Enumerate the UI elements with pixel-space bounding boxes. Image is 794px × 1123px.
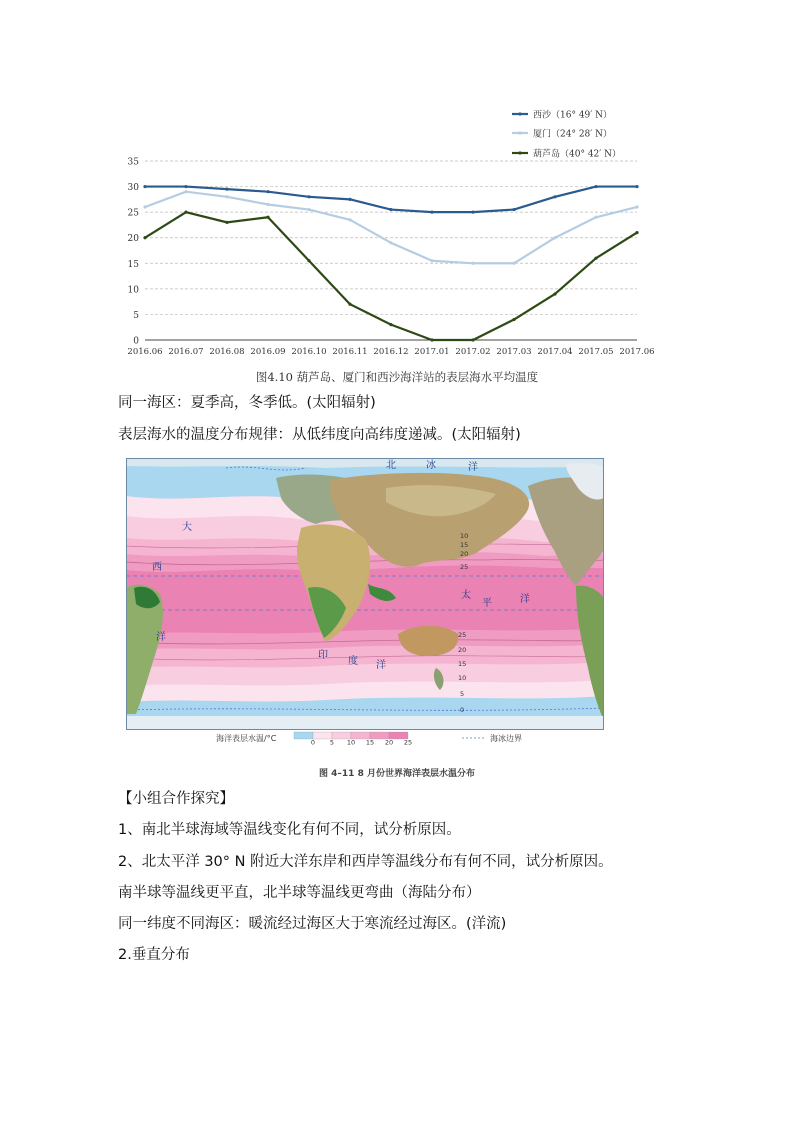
svg-text:15: 15 bbox=[458, 660, 467, 668]
svg-text:0: 0 bbox=[460, 706, 465, 714]
legend-value-label: 25 bbox=[403, 738, 413, 745]
x-tick-label: 2017.01 bbox=[414, 347, 450, 357]
legend-marker-1 bbox=[518, 131, 521, 134]
y-tick-label: 30 bbox=[127, 183, 139, 194]
data-point-s1 bbox=[635, 205, 638, 208]
x-tick-labels bbox=[127, 347, 654, 357]
data-point-s0 bbox=[553, 195, 556, 198]
data-point-s2 bbox=[225, 221, 228, 224]
data-point-s1 bbox=[389, 241, 392, 244]
paragraph-latitude-rule: 表层海水的温度分布规律：从低纬度向高纬度递减。(太阳辐射) bbox=[118, 427, 521, 443]
series-line-1 bbox=[145, 192, 637, 264]
data-point-s2 bbox=[594, 257, 597, 260]
section-heading-group-work: 【小组合作探究】 bbox=[118, 791, 234, 807]
map-label-yang-3: 洋 bbox=[376, 660, 386, 671]
x-tick-label: 2016.08 bbox=[209, 347, 245, 357]
map-label-xi: 西 bbox=[152, 562, 162, 573]
data-point-s1 bbox=[430, 259, 433, 262]
x-tick-label: 2017.06 bbox=[619, 347, 655, 357]
data-point-s2 bbox=[307, 259, 310, 262]
answer-2: 同一纬度不同海区：暖流经过海区大于寒流经过海区。(洋流) bbox=[118, 916, 507, 932]
legend-value-label: 15 bbox=[365, 738, 375, 745]
x-tick-label: 2016.11 bbox=[332, 347, 368, 357]
x-tick-label: 2017.03 bbox=[496, 347, 532, 357]
series-line-2 bbox=[145, 212, 637, 340]
data-point-s0 bbox=[184, 185, 187, 188]
map-label-ping: 平 bbox=[482, 598, 492, 609]
data-point-s1 bbox=[266, 203, 269, 206]
data-point-s0 bbox=[225, 188, 228, 191]
figure-4-10-caption: 图4.10 葫芦岛、厦门和西沙海洋站的表层海水平均温度 bbox=[255, 370, 539, 384]
svg-text:20: 20 bbox=[458, 646, 467, 654]
x-tick-label: 2016.10 bbox=[291, 347, 327, 357]
data-point-s1 bbox=[184, 190, 187, 193]
x-tick-label: 2017.02 bbox=[455, 347, 491, 357]
map-label-yang-1: 洋 bbox=[156, 632, 166, 643]
data-point-s0 bbox=[635, 185, 638, 188]
legend-value-label: 10 bbox=[346, 738, 356, 745]
answer-1: 南半球等温线更平直，北半球等温线更弯曲（海陆分布） bbox=[118, 885, 481, 901]
legend-marker-0 bbox=[518, 112, 521, 115]
y-tick-label: 25 bbox=[127, 208, 139, 219]
legend-value-label: 0 bbox=[310, 738, 316, 745]
svg-text:25: 25 bbox=[460, 563, 469, 571]
data-point-s1 bbox=[471, 262, 474, 265]
data-point-s1 bbox=[512, 262, 515, 265]
section-heading-vertical: 2.垂直分布 bbox=[118, 947, 190, 963]
data-point-s0 bbox=[430, 211, 433, 214]
map-label-bei: 北 bbox=[386, 460, 396, 471]
data-point-s0 bbox=[594, 185, 597, 188]
data-point-s2 bbox=[430, 338, 433, 341]
data-point-s2 bbox=[143, 236, 146, 239]
legend-label-0: 西沙（16° 49′ N） bbox=[533, 110, 613, 121]
data-point-s1 bbox=[307, 208, 310, 211]
data-point-s2 bbox=[471, 338, 474, 341]
data-point-s2 bbox=[389, 323, 392, 326]
svg-text:20: 20 bbox=[460, 550, 469, 558]
x-tick-label: 2017.05 bbox=[578, 347, 614, 357]
paragraph-seasonal: 同一海区：夏季高，冬季低。(太阳辐射) bbox=[118, 395, 376, 411]
data-point-s2 bbox=[635, 231, 638, 234]
y-tick-label: 20 bbox=[127, 234, 139, 245]
y-tick-labels bbox=[128, 158, 140, 347]
legend-swatches bbox=[294, 732, 412, 745]
data-point-s2 bbox=[266, 216, 269, 219]
figure-4-11-caption: 图 4–11 8 月份世界海洋表层水温分布 bbox=[319, 769, 475, 779]
y-tick-label: 15 bbox=[127, 259, 139, 270]
legend-label-2: 葫芦岛（40° 42′ N） bbox=[533, 149, 622, 160]
y-tick-label: 35 bbox=[127, 157, 139, 168]
data-point-s0 bbox=[266, 190, 269, 193]
data-point-s1 bbox=[225, 195, 228, 198]
question-2: 2、北太平洋 30° N 附近大洋东岸和西岸等温线分布有何不同，试分析原因。 bbox=[118, 854, 613, 870]
data-point-s0 bbox=[471, 211, 474, 214]
sea-temperature-line-chart bbox=[110, 95, 670, 395]
chart-legend bbox=[512, 109, 621, 160]
legend-marker-2 bbox=[518, 151, 521, 154]
legend-sea-ice: 海冰边界 bbox=[490, 734, 522, 743]
data-point-s1 bbox=[143, 205, 146, 208]
x-tick-label: 2016.07 bbox=[168, 347, 204, 357]
svg-text:10: 10 bbox=[460, 532, 469, 540]
x-tick-label: 2017.04 bbox=[537, 347, 573, 357]
data-point-s0 bbox=[307, 195, 310, 198]
map-label-da-1: 大 bbox=[182, 522, 192, 533]
map-label-bing: 冰 bbox=[426, 460, 436, 471]
data-point-s0 bbox=[143, 185, 146, 188]
legend-title: 海洋表层水温/°C bbox=[216, 734, 277, 743]
data-point-s2 bbox=[512, 318, 515, 321]
data-point-s2 bbox=[348, 303, 351, 306]
legend-value-label: 5 bbox=[329, 738, 335, 745]
y-tick-label: 0 bbox=[133, 336, 139, 347]
y-tick-label: 10 bbox=[127, 285, 139, 296]
x-tick-label: 2016.09 bbox=[250, 347, 286, 357]
data-point-s1 bbox=[348, 218, 351, 221]
map-label-tai: 太 bbox=[461, 590, 471, 601]
question-1: 1、南北半球海域等温线变化有何不同，试分析原因。 bbox=[118, 822, 461, 838]
legend-value-label: 20 bbox=[384, 738, 394, 745]
y-tick-label: 5 bbox=[133, 310, 139, 321]
data-point-s2 bbox=[553, 292, 556, 295]
data-point-s0 bbox=[348, 198, 351, 201]
map-color-legend bbox=[216, 731, 556, 745]
svg-text:25: 25 bbox=[458, 631, 467, 639]
svg-text:15: 15 bbox=[460, 541, 469, 549]
data-point-s1 bbox=[553, 236, 556, 239]
data-point-s1 bbox=[594, 216, 597, 219]
map-label-du: 度 bbox=[348, 656, 358, 667]
data-point-s0 bbox=[512, 208, 515, 211]
map-label-yang-n: 洋 bbox=[468, 462, 478, 473]
world-sst-map bbox=[126, 458, 604, 730]
map-label-yang-2: 洋 bbox=[520, 594, 530, 605]
data-point-s0 bbox=[389, 208, 392, 211]
svg-text:10: 10 bbox=[458, 674, 467, 682]
data-point-s2 bbox=[184, 211, 187, 214]
x-tick-label: 2016.06 bbox=[127, 347, 163, 357]
map-label-yin: 印 bbox=[318, 650, 328, 661]
legend-label-1: 厦门（24° 28′ N） bbox=[533, 129, 613, 140]
svg-text:5: 5 bbox=[460, 690, 465, 698]
x-tick-label: 2016.12 bbox=[373, 347, 409, 357]
